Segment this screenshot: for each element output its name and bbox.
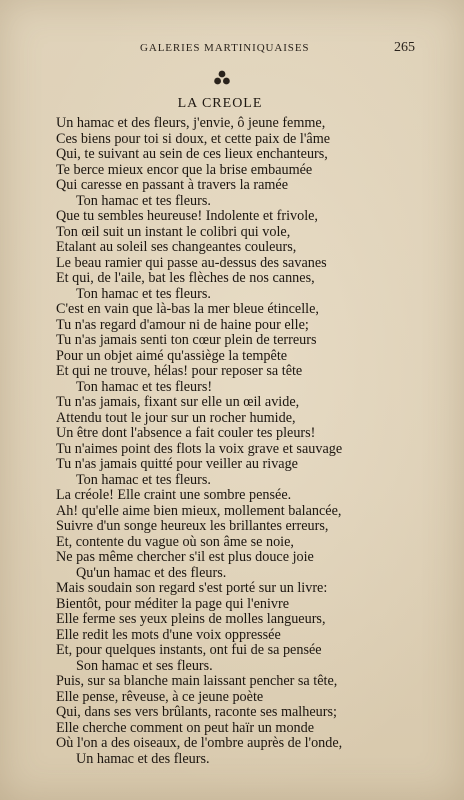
poem-line: Qui caresse en passant à travers la ramée <box>56 177 289 193</box>
poem-refrain-line: Un hamac et des fleurs. <box>76 750 210 767</box>
poem-line: Qui, dans ses vers brûlants, raconte ses malheurs; <box>56 704 337 720</box>
poem-line: Tu n'as jamais, fixant sur elle un œil avide, <box>56 394 300 410</box>
page-number: 265 <box>394 40 415 55</box>
running-head: GALERIES MARTINIQUAISES <box>140 42 310 54</box>
poem-refrain-line: Qu'un hamac et des fleurs. <box>76 564 227 581</box>
poem-body <box>56 116 342 767</box>
poem-line: Elle redit les mots d'une voix oppressée <box>56 626 281 643</box>
poem-title: LA CREOLE <box>177 96 263 111</box>
poem-line: Le beau ramier qui passe au-dessus des savanes <box>56 254 327 271</box>
poem-line: Où l'on a des oiseaux, de l'ombre auprès de l'onde, <box>56 735 343 751</box>
poem-refrain-line: Ton hamac et tes fleurs. <box>76 192 211 209</box>
poem-line: Et qui, de l'aile, bat les flèches de nos cannes, <box>56 270 315 286</box>
poem-line: Et, pour quelques instants, ont fui de sa pensée <box>56 642 322 658</box>
poem-line: Puis, sur sa blanche main laissant pencher sa tête, <box>56 673 338 689</box>
poem-line: Et, contente du vague où son âme se noie, <box>56 533 294 550</box>
poem-line: Tu n'aimes point des flots la voix grave et sauvage <box>56 440 343 457</box>
poem-line: Te berce mieux encor que la brise embaumée <box>56 161 313 178</box>
poem-line: Ah! qu'elle aime bien mieux, mollement balancée, <box>56 502 342 519</box>
poem-line: Suivre d'un songe heureux les brillantes erreurs, <box>56 518 329 534</box>
poem-refrain-line: Ton hamac et tes fleurs! <box>76 378 213 395</box>
poem-refrain-line: Ton hamac et tes fleurs. <box>76 285 211 302</box>
poem-line: Ton œil suit un instant le colibri qui vole, <box>56 223 291 240</box>
poem-refrain-line: Ton hamac et tes fleurs. <box>76 471 211 488</box>
poem-line: Bientôt, pour méditer la page qui l'enivre <box>56 595 290 612</box>
poem-line: Qui, te suivant au sein de ces lieux enchanteurs, <box>56 146 328 162</box>
poem-line: Elle pense, rêveuse, à ce jeune poète <box>56 688 264 705</box>
poem-line: Que tu sembles heureuse! Indolente et frivole, <box>56 208 318 224</box>
poem-line: Elle cherche comment on peut haïr un monde <box>56 719 315 736</box>
poem-line: Et qui ne trouve, hélas! pour reposer sa tête <box>56 363 303 379</box>
poem-line: Tu n'as jamais senti ton cœur plein de terreurs <box>56 332 317 348</box>
poem-refrain-line: Son hamac et ses fleurs. <box>76 657 213 674</box>
poem-line: Tu n'as regard d'amour ni de haine pour elle; <box>56 316 309 333</box>
poem-line: Attendu tout le jour sur un rocher humide, <box>56 409 296 426</box>
poem-line: Pour un objet aimé qu'assiège la tempête <box>56 347 288 364</box>
poem-line: Ces biens pour toi si doux, et cette paix de l'âme <box>56 130 331 147</box>
poem-line: Ne pas même chercher s'il est plus douce joie <box>56 549 314 565</box>
poem-line: Un hamac et des fleurs, j'envie, ô jeune femme, <box>56 115 326 131</box>
three-dot-ornament-icon <box>212 68 232 88</box>
poem-line: Tu n'as jamais quitté pour veiller au rivage <box>56 456 298 472</box>
poem-line: Etalant au soleil ses changeantes couleurs, <box>56 239 297 255</box>
poem-line: La créole! Elle craint une sombre pensée. <box>56 487 292 503</box>
poem-line: Elle ferme ses yeux pleins de molles langueurs, <box>56 611 326 627</box>
poem-line: C'est en vain que là-bas la mer bleue étincelle, <box>56 301 319 317</box>
poem-line: Mais soudain son regard s'est porté sur un livre: <box>56 580 328 596</box>
poem-line: Un être dont l'absence a fait couler tes pleurs! <box>56 425 316 441</box>
